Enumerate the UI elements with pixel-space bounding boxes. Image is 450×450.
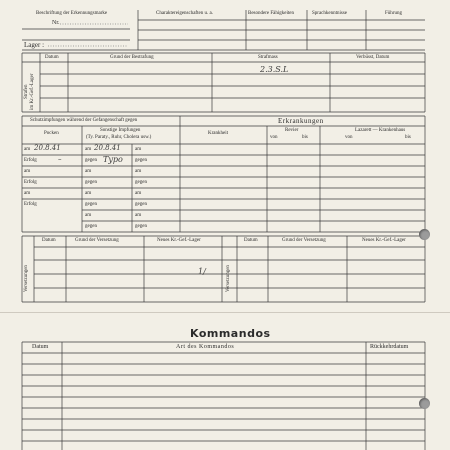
pocken-erfolg-3: Erfolg — [24, 202, 37, 207]
lazarett-bis: bis — [405, 135, 411, 140]
revier-bis: bis — [302, 135, 308, 140]
sonstige-gegen-3: gegen — [85, 202, 97, 207]
versetzung-datum-header-left: Datum — [42, 238, 56, 243]
sonstige2-am-4: am — [135, 213, 142, 218]
strafen-side-label: Strafen im Kr.-Gef.-Lager — [24, 73, 35, 110]
pocken-am-2: am — [24, 169, 31, 174]
charakter-label: Charaktereigenschaften u. a. — [156, 11, 213, 16]
lazarett-header: Lazarett — Krankenhaus — [355, 128, 406, 133]
sonstige-gegen-1: gegen — [85, 158, 97, 163]
krankheit-header: Krankheit — [208, 131, 228, 136]
sonstige-am-2: am — [85, 169, 92, 174]
sonstige-am-4: am — [85, 213, 92, 218]
lager-label: Lager : — [24, 41, 45, 49]
sonstige-date-1: 20.8.41 — [94, 144, 121, 152]
sonstige-subheader: (Ty. Paraty., Ruhr, Cholera usw.) — [86, 135, 152, 140]
kommandos-title: Kommandos — [190, 327, 271, 340]
strafen-grund-header: Grund der Bestrafung — [110, 55, 154, 60]
strafen-datum-header: Datum — [45, 55, 59, 60]
strafmass-handwriting: 2.3.S.L — [260, 65, 289, 74]
strafmass-header: Strafmass — [258, 55, 278, 60]
pocken-am-1: am — [24, 147, 31, 152]
versetzungen-side-label-left: Versetzungen — [24, 265, 29, 292]
sonstige2-gegen-2: gegen — [135, 180, 147, 185]
punch-hole-lower — [419, 398, 430, 409]
verbuesst-header: Verbüsst, Datum — [356, 55, 390, 60]
lazarett-von: von — [345, 135, 353, 140]
sonstige2-gegen-1: gegen — [135, 158, 147, 163]
sonstige-gegen-4: gegen — [85, 224, 97, 229]
pocken-erfolg-value: – — [58, 155, 62, 163]
kommandos-art-header: Art des Kommandos — [176, 344, 235, 350]
revier-header: Revier — [285, 128, 299, 133]
sonstige2-gegen-3: gegen — [135, 202, 147, 207]
pocken-erfolg-2: Erfolg — [24, 180, 37, 185]
erkennungsmarke-label: Beschriftung der Erkennungsmarke — [36, 11, 108, 16]
fold-crease — [0, 312, 450, 313]
punch-hole-upper — [419, 229, 430, 240]
versetzung-datum-header-right: Datum — [244, 238, 258, 243]
versetzung-lager-header-left: Neues Kr.-Gef.-Lager — [157, 238, 201, 243]
kommandos-datum-header: Datum — [32, 344, 49, 350]
versetzung-handwriting: 1/ — [198, 267, 206, 276]
sonstige-gegen-2: gegen — [85, 180, 97, 185]
sonstige-am-1: am — [85, 147, 92, 152]
erkrankungen-header: Erkrankungen — [278, 117, 324, 125]
pocken-date-1: 20.8.41 — [34, 144, 61, 152]
sprachen-label: Sprachkenntnisse — [312, 11, 347, 16]
sonstige2-am-1: am — [135, 147, 142, 152]
impfungen-header: Schutzimpfungen während der Gefangenschaft gegen — [30, 118, 138, 123]
sonstige-header: Sonstige Impfungen — [100, 128, 141, 133]
sonstige2-am-3: am — [135, 191, 142, 196]
sonstige-gegen-value: Typo — [103, 155, 123, 164]
nr-label: Nr. — [52, 20, 60, 26]
sonstige2-gegen-4: gegen — [135, 224, 147, 229]
rueckkehr-header: Rückkehrdatum — [370, 344, 409, 350]
pocken-erfolg-1: Erfolg — [24, 158, 37, 163]
pocken-am-3: am — [24, 191, 31, 196]
sonstige-am-3: am — [85, 191, 92, 196]
fuehrung-label: Führung — [385, 11, 402, 16]
faehigkeiten-label: Besondere Fähigkeiten — [248, 11, 294, 16]
pocken-header: Pocken — [44, 131, 59, 136]
versetzung-grund-header-right: Grund der Versetzung — [282, 238, 326, 243]
versetzungen-side-label-right: Versetzungen — [226, 265, 231, 292]
versetzung-grund-header-left: Grund der Versetzung — [75, 238, 119, 243]
versetzung-lager-header-right: Neues Kr.-Gef.-Lager — [362, 238, 406, 243]
revier-von: von — [270, 135, 278, 140]
sonstige2-am-2: am — [135, 169, 142, 174]
